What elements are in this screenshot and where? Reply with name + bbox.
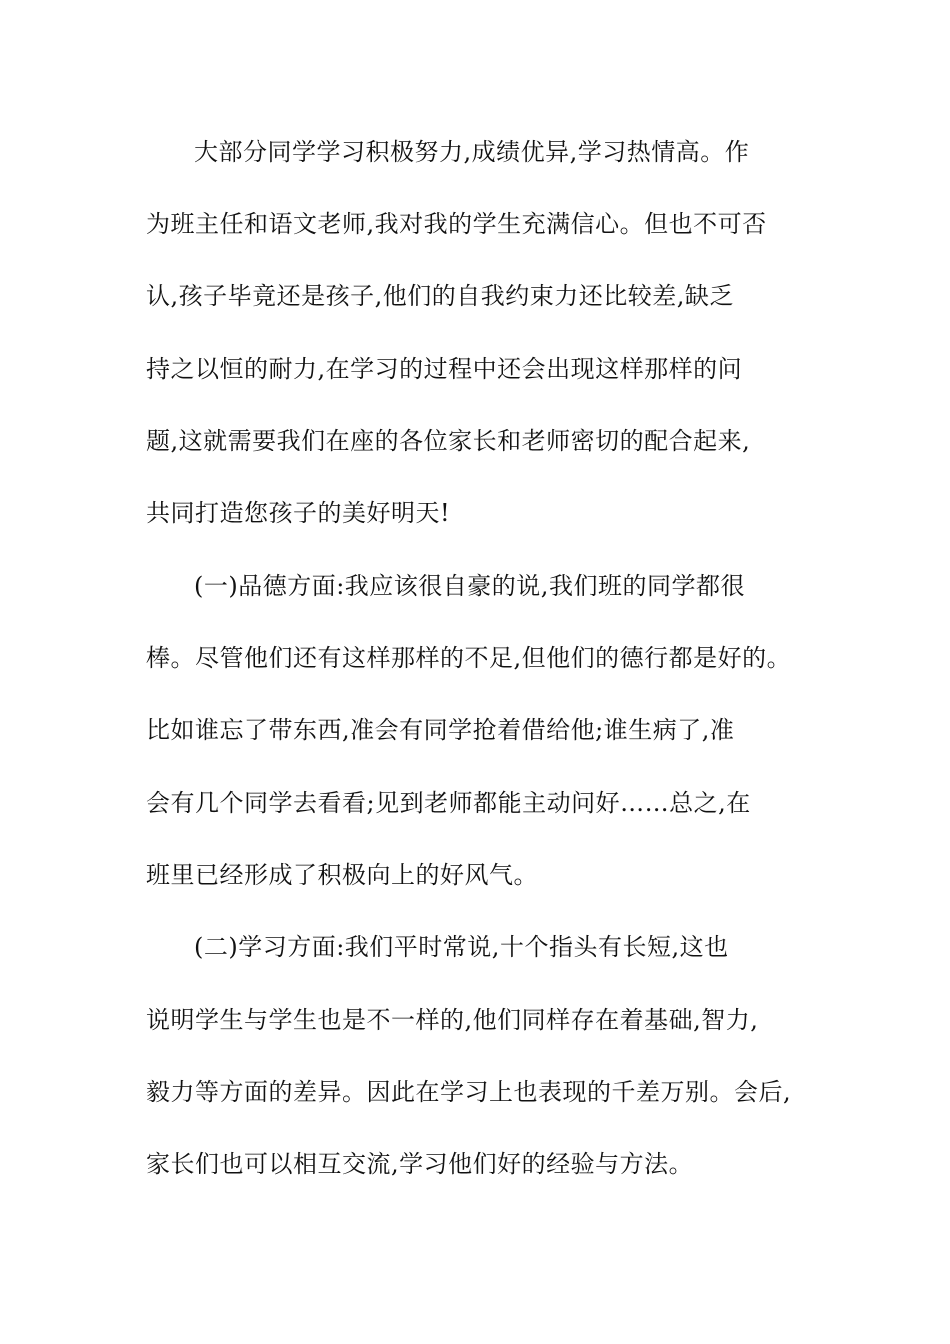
text-line-15: 家长们也可以相互交流,学习他们好的经验与方法。 — [146, 1150, 694, 1178]
text-line-4: 持之以恒的耐力,在学习的过程中还会出现这样那样的问 — [146, 355, 743, 383]
text-line-14: 毅力等方面的差异。因此在学习上也表现的千差万别。会后, — [146, 1078, 792, 1106]
text-line-3: 认,孩子毕竟还是孩子,他们的自我约束力还比较差,缺乏 — [146, 282, 734, 310]
text-line-1: 大部分同学学习积极努力,成绩优异,学习热情高。作 — [194, 138, 750, 166]
text-line-9: 比如谁忘了带东西,准会有同学抢着借给他;谁生病了,准 — [146, 716, 735, 744]
text-line-11: 班里已经形成了积极向上的好风气。 — [146, 861, 538, 889]
text-line-7: (一)品德方面:我应该很自豪的说,我们班的同学都很 — [194, 572, 745, 600]
text-line-12: (二)学习方面:我们平时常说,十个指头有长短,这也 — [194, 933, 729, 961]
text-line-2: 为班主任和语文老师,我对我的学生充满信心。但也不可否 — [146, 210, 767, 238]
text-line-13: 说明学生与学生也是不一样的,他们同样存在着基础,智力, — [146, 1006, 759, 1034]
text-line-5: 题,这就需要我们在座的各位家长和老师密切的配合起来, — [146, 427, 751, 455]
text-line-10: 会有几个同学去看看;见到老师都能主动问好……总之,在 — [146, 789, 751, 817]
text-line-8: 棒。尽管他们还有这样那样的不足,但他们的德行都是好的。 — [146, 644, 792, 672]
text-line-6: 共同打造您孩子的美好明天! — [146, 499, 451, 527]
